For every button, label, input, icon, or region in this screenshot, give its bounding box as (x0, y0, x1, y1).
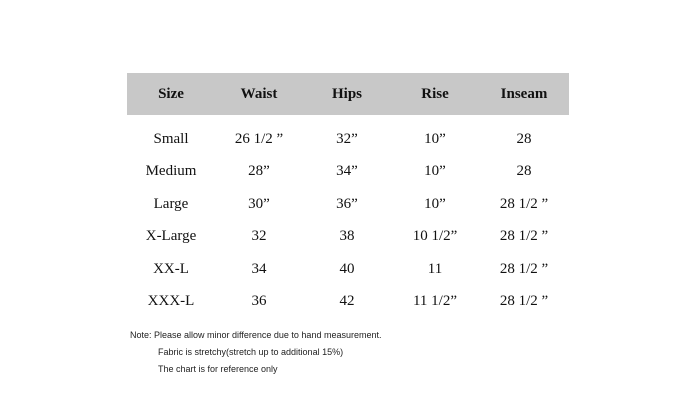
note-line: Note: Please allow minor difference due to hand measurement. (130, 330, 382, 340)
cell-inseam: 28 1/2 ” (499, 195, 549, 212)
cell-waist: 26 1/2 ” (234, 130, 284, 147)
cell-rise: 10” (424, 163, 446, 180)
cell-rise: 10 1/2” (412, 228, 458, 245)
header-inseam: Inseam (500, 85, 548, 102)
table-row (127, 286, 569, 319)
table-row (127, 221, 569, 254)
note-line: The chart is for reference only (158, 364, 278, 374)
cell-inseam: 28 (516, 130, 532, 147)
cell-size: XX-L (153, 260, 189, 277)
cell-hips: 38 (339, 228, 355, 245)
size-chart-table (127, 73, 569, 318)
cell-hips: 36” (336, 195, 358, 212)
table-row (127, 156, 569, 189)
cell-waist: 28” (248, 163, 270, 180)
cell-waist: 36 (251, 293, 267, 310)
cell-size: Medium (145, 163, 197, 180)
cell-size: X-Large (145, 228, 197, 245)
cell-waist: 32 (251, 228, 267, 245)
header-hips: Hips (331, 85, 362, 102)
cell-waist: 30” (248, 195, 270, 212)
table-row (127, 253, 569, 286)
header-waist: Waist (240, 85, 278, 102)
note-line: Fabric is stretchy(stretch up to additional 15%) (158, 347, 344, 357)
cell-hips: 40 (339, 260, 355, 277)
cell-hips: 34” (336, 163, 358, 180)
cell-size: Large (153, 195, 189, 212)
notes-block (130, 327, 381, 378)
cell-hips: 32” (336, 130, 358, 147)
cell-hips: 42 (339, 293, 355, 310)
cell-inseam: 28 1/2 ” (499, 228, 549, 245)
cell-rise: 10” (424, 195, 446, 212)
cell-inseam: 28 1/2 ” (499, 260, 549, 277)
header-size: Size (158, 85, 184, 102)
table-row (127, 188, 569, 221)
cell-rise: 10” (424, 130, 446, 147)
cell-waist: 34 (251, 260, 267, 277)
cell-size: XXX-L (147, 293, 195, 310)
cell-rise: 11 1/2” (412, 293, 458, 310)
header-rise: Rise (421, 85, 449, 102)
table-header-row (127, 73, 569, 115)
cell-size: Small (153, 130, 189, 147)
cell-inseam: 28 (516, 163, 532, 180)
table-row (127, 115, 569, 156)
cell-rise: 11 (427, 260, 443, 277)
cell-inseam: 28 1/2 ” (499, 293, 549, 310)
